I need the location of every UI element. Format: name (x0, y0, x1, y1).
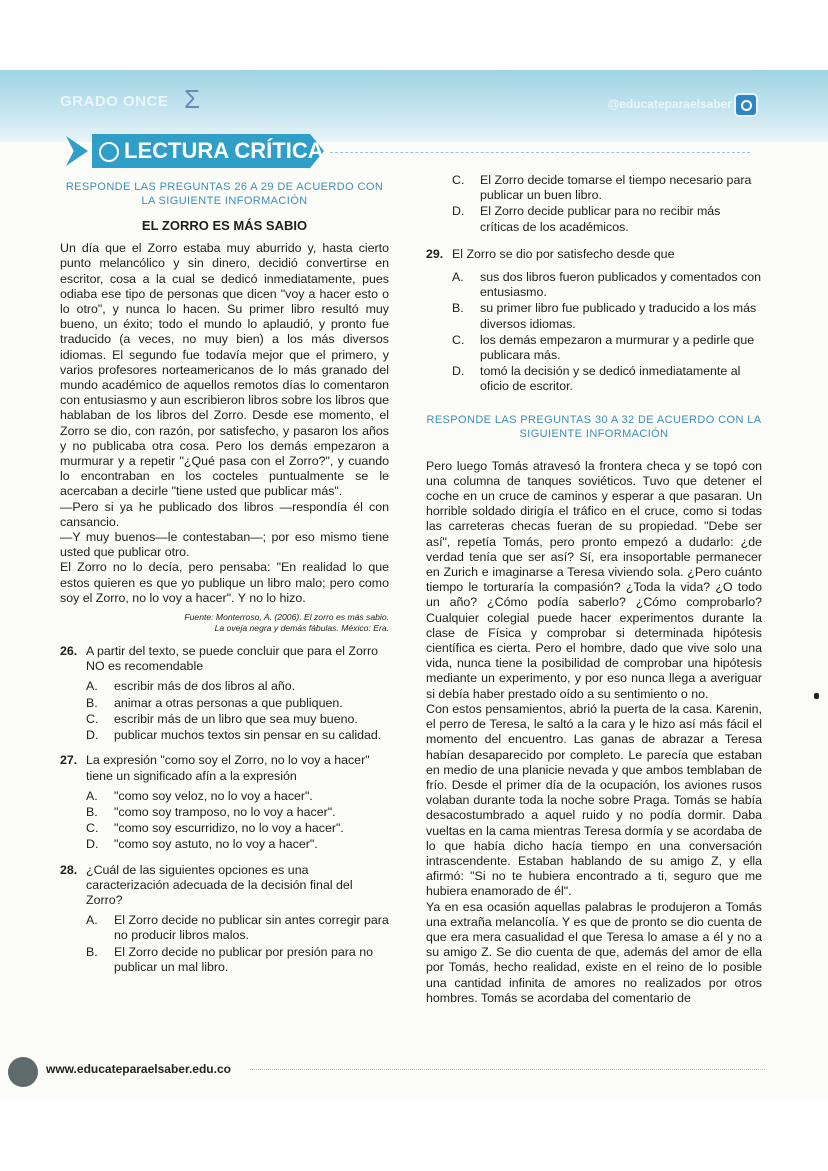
left-column (60, 180, 389, 975)
question-text: El Zorro se dio por satisfecho desde que (452, 246, 675, 261)
option-c[interactable]: C. los demás empezaron a murmurar y a pedirle que publicara más. (452, 332, 755, 363)
banner-title: LECTURA CRÍTICA (124, 138, 324, 163)
instagram-icon (734, 93, 758, 117)
question-26 (60, 644, 389, 674)
option-a[interactable]: A. sus dos libros fueron publicados y comentados con entusiasmo. (452, 270, 762, 300)
right-column (426, 172, 762, 1006)
grade-label: GRADO ONCE (60, 93, 169, 110)
option-d[interactable]: D. "como soy astuto, no lo voy a hacer". (86, 837, 318, 852)
banner-divider (330, 152, 750, 153)
story-title: EL ZORRO ES MÁS SABIO (141, 218, 308, 233)
section-instruction-30-32: RESPONDE LAS PREGUNTAS 30 A 32 DE ACUERDO CON LA SIGUIENTE INFORMACIÓN (426, 413, 762, 440)
question-text: La expresión "como soy el Zorro, no lo voy a hacer" tiene un significado afín a la expresión (86, 753, 370, 783)
option-d[interactable]: D. tomó la decisión y se dedicó inmediatamente al oficio de escritor. (452, 364, 741, 394)
subject-icon (99, 142, 119, 162)
question-27 (60, 753, 389, 783)
page-number-badge (8, 1057, 38, 1087)
story-paragraph: El Zorro no lo decía, pero pensaba: "En realidad lo que estos quieren es que yo publique un libro malo; pero como soy el Zorro, no lo voy a hacer". Y no lo hizo. (60, 560, 389, 605)
footer-url[interactable]: www.educateparaelsaber.edu.co (46, 1062, 231, 1076)
option-d[interactable]: D. publicar muchos textos sin pensar en su calidad. (86, 728, 382, 743)
social-handle: @educateparaelsaber (607, 97, 732, 111)
question-number: 26. (60, 644, 78, 659)
question-number: 29. (426, 246, 444, 261)
option-c[interactable]: C. escribir más de un libro que sea muy bueno. (86, 711, 358, 726)
option-c[interactable]: C. El Zorro decide tomarse el tiempo necesario para publicar un buen libro. (452, 173, 752, 203)
source-line: Fuente: Monterroso, A. (2006). El zorro es más sabio. (184, 612, 389, 623)
story-paragraph: Ya en esa ocasión aquellas palabras le produjeron a Tomás una extraña melancolía. Y es que de pronto se dio cuenta de que era mera casualidad el que Teresa lo amase a él y no a su amigo Z. Se dio cuenta de que, además del amor de ella por Tomás, hecho realidad, existe en el reino de lo posible una cantidad infinita de amores no realizados por otros hombres. Tomás se acordaba del comentario de (426, 899, 762, 1005)
option-b[interactable]: B. El Zorro decide no publicar por presión para no publicar un mal libro. (86, 944, 373, 974)
question-text: ¿Cuál de las siguientes opciones es una caracterización adecuada de la decisión final del Zorro? (86, 862, 353, 907)
question-29 (426, 247, 762, 262)
option-d[interactable]: D. El Zorro decide publicar para no recibir más críticas de los académicos. (452, 204, 721, 234)
question-number: 27. (60, 753, 78, 768)
option-a[interactable]: A. escribir más de dos libros al año. (86, 679, 296, 694)
option-b[interactable]: B. su primer libro fue publicado y traducido a los más diversos idiomas. (452, 301, 757, 331)
story-paragraph: Pero luego Tomás atravesó la frontera checa y se topó con una columna de tanques soviéticos. Tuvo que detener el coche en un cruce de caminos y esperar a que pasaran. Un horrible soldado dirigía el tráfico en el cruce, como si todas las carreteras checas fueran de su propiedad. "Debe ser así", repetía Tomás, pero pronto empezó a dudarlo: ¿de verdad tenía que ser así? Sí, era insoportable permanecer en Zurich e imaginarse a Teresa viviendo sola. ¿Pero cuánto tiempo le torturaría la compasión? ¿Toda la vida? ¿O todo un año? ¿Cómo podía saberlo? ¿Cómo comprobarlo? Cualquier colegial puede hacer experimentos durante la clase de Física y comprobar si determinada hipótesis científica es cierta. Pero el hombre, dado que vive solo una vida, nunca tiene la posibilidad de comprobar una hipótesis mediante un experimento, y por eso nunca llega a averiguar si debía haber prestado oído a su sentimiento o no. (426, 458, 762, 701)
option-b[interactable]: B. animar a otras personas a que publiquen. (86, 695, 343, 710)
story-paragraph: —Pero si ya he publicado dos libros —respondía él con cansancio. (60, 499, 389, 529)
story-paragraph: Con estos pensamientos, abrió la puerta de la casa. Karenin, el perro de Teresa, le saltó a la cara y le hizo así más fácil el momento del encuentro. Las ganas de abrazar a Teresa habían desaparecido por completo. Le parecía que estaban en medio de una planicie nevada y que ambos temblaban de frío. Desde el primer día de la ocupación, los aviones rusos volaban durante toda la noche sobre Praga. Tomás se había desacostumbrado a aquel ruido y no podía dormir. Daba vueltas en la cama mientras Teresa dormía y se acordaba de lo que había dicho hacía tiempo en una conversación intrascendente. Estaban hablando de su amigo Z, y ella afirmó: "Si no te hubiera encontrado a ti, seguro que me hubiera enamorado de él". (426, 701, 762, 899)
source-line: La oveja negra y demás fábulas. México: Era. (214, 623, 389, 634)
option-b[interactable]: B. "como soy tramposo, no lo voy a hacer". (86, 804, 336, 819)
question-text: A partir del texto, se puede concluir que para el Zorro NO es recomendable (86, 644, 379, 674)
section-instruction-26-29: RESPONDE LAS PREGUNTAS 26 A 29 DE ACUERDO CON LA SIGUIENTE INFORMACIÓN (65, 181, 384, 207)
source-citation (60, 612, 389, 634)
footer-divider (250, 1069, 765, 1070)
option-c[interactable]: C. "como soy escurridizo, no lo voy a hacer". (86, 821, 344, 836)
option-a[interactable]: A. El Zorro decide no publicar sin antes corregir para no producir libros malos. (86, 913, 389, 943)
story-paragraph: —Y muy buenos—le contestaban—; por eso mismo tiene usted que publicar otro. (60, 530, 389, 560)
option-a[interactable]: A. "como soy veloz, no lo voy a hacer". (86, 788, 313, 803)
question-number: 28. (60, 862, 78, 877)
margin-mark (814, 693, 819, 699)
sigma-icon: Σ (184, 84, 201, 114)
question-28 (60, 863, 389, 909)
story-paragraph: Un día que el Zorro estaba muy aburrido y, hasta cierto punto melancólico y sin dinero, decidió convertirse en escritor, cosa a la cual se dedicó inmediatamente, pues odiaba ese tipo de personas que dicen "voy a hacer esto o lo otro", y nunca lo hacen. Su primer libro resultó muy bueno, un éxito; todo el mundo lo aplaudió, y pronto fue traducido (a veces, no muy bien) a los más diversos idiomas. El segundo fue todavía mejor que el primero, y varios profesores norteamericanos de lo más granado del mundo académico de aquellos remotos días lo comentaron con entusiasmo y aun escribieron libros sobre los libros que hablaban de los libros del Zorro. Desde ese momento, el Zorro se dio, con razón, por satisfecho, y pasaron los años y no publicaba otra cosa. Pero los demás empezaron a murmurar y a repetir "¿Qué pasa con el Zorro?", y cuando lo encontraban en los cocteles puntualmente se le acercaban a decirle "tiene usted que publicar más". (60, 241, 389, 499)
